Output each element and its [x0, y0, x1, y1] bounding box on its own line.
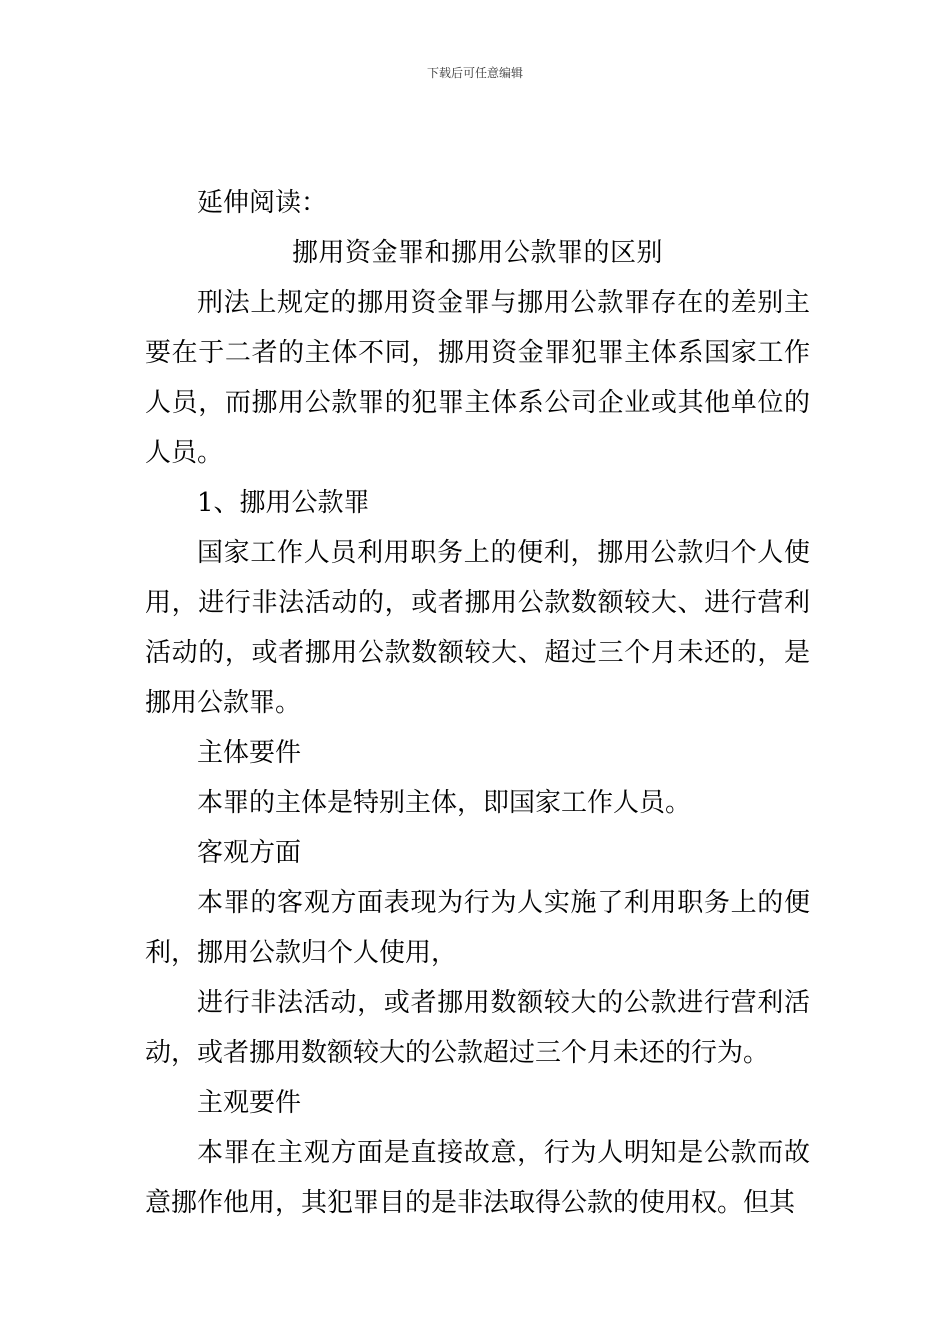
- objective-paragraph-2: 进行非法活动，或者挪用数额较大的公款进行营利活动，或者挪用数额较大的公款超过三个月未还的行为。: [145, 988, 810, 1068]
- intro-paragraph: 刑法上规定的挪用资金罪与挪用公款罪存在的差别主要在于二者的主体不同，挪用资金罪犯罪主体系国家工作人员，而挪用公款罪的犯罪主体系公司企业或其他单位的人员。: [145, 288, 810, 468]
- subject-heading: 主体要件: [197, 738, 302, 768]
- subjective-paragraph: 本罪在主观方面是直接故意，行为人明知是公款而故意挪作他用，其犯罪目的是非法取得公款的使用权。但其: [145, 1138, 810, 1218]
- section-1-heading: 1、挪用公款罪: [197, 488, 370, 518]
- section-1-paragraph: 国家工作人员利用职务上的便利，挪用公款归个人使用，进行非法活动的，或者挪用公款数额较大、进行营利活动的，或者挪用公款数额较大、超过三个月未还的，是挪用公款罪。: [145, 538, 810, 718]
- subject-paragraph: 本罪的主体是特别主体，即国家工作人员。: [197, 788, 692, 818]
- page-header-note: 下载后可任意编辑: [426, 66, 523, 80]
- subjective-heading: 主观要件: [197, 1088, 302, 1118]
- objective-heading: 客观方面: [197, 838, 302, 868]
- objective-paragraph-1: 本罪的客观方面表现为行为人实施了利用职务上的便利，挪用公款归个人使用，: [145, 888, 810, 968]
- extended-reading-label: 延伸阅读：: [197, 188, 328, 218]
- document-body: [145, 178, 810, 1228]
- article-title: 挪用资金罪和挪用公款罪的区别: [291, 238, 663, 268]
